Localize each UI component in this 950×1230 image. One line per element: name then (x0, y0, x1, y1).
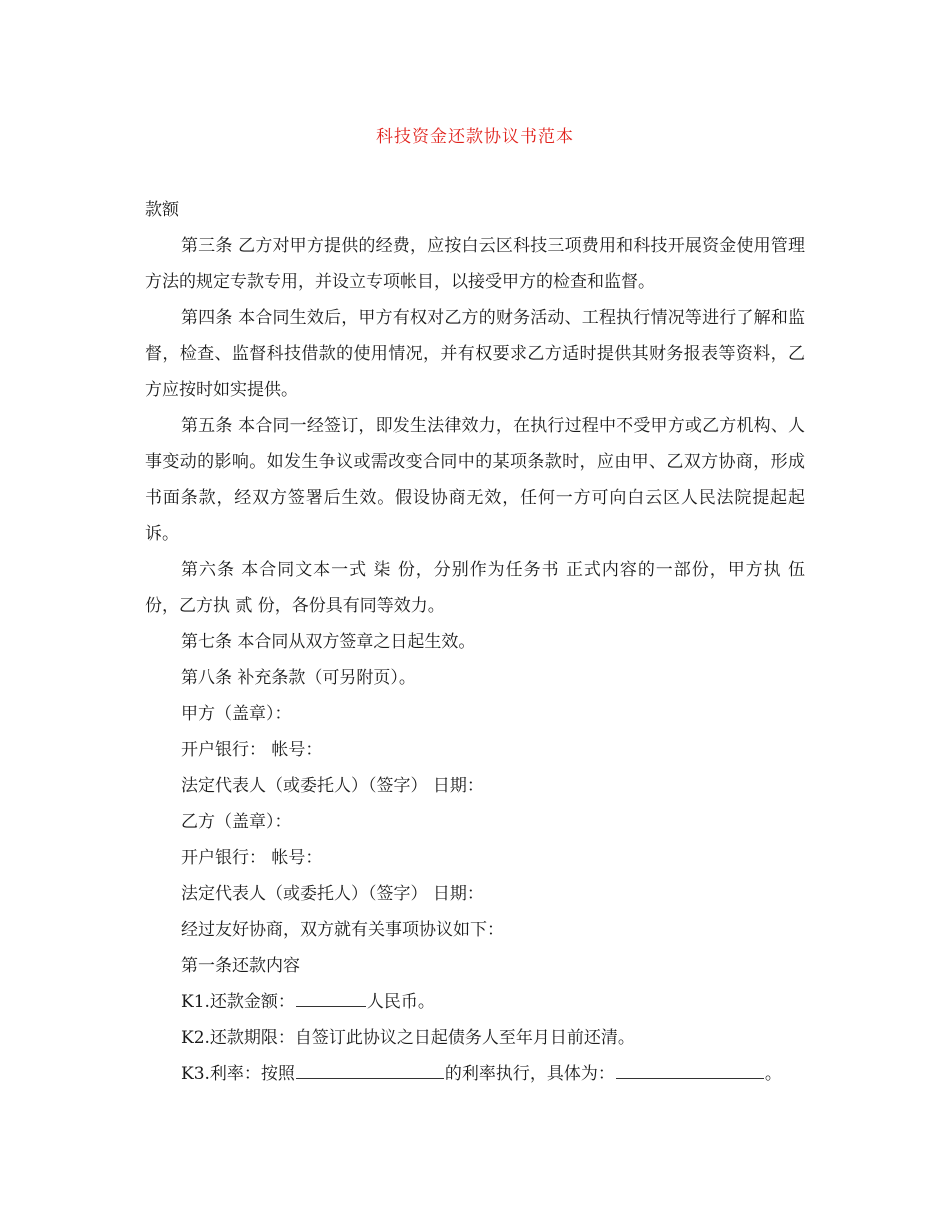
party-b-seal: 乙方（盖章）： (181, 812, 292, 832)
clause-k2: K2.还款期限：自签订此协议之日起债务人至年月日前还清。 (181, 1028, 635, 1048)
heading-fragment: 款额 (145, 200, 179, 220)
clause-k3 (145, 1056, 805, 1092)
article-4: 第四条 本合同生效后，甲方有权对乙方的财务活动、工程执行情况等进行了解和监督，检查、监督科技借款的使用情况，并有权要求乙方适时提供其财务报表等资料，乙方应按时如实提供。 (145, 308, 805, 400)
document-title: 科技资金还款协议书范本 (376, 127, 574, 147)
party-a-bank: 开户银行： 帐号： (181, 740, 323, 760)
party-b-bank: 开户银行： 帐号： (181, 848, 323, 868)
clause-k1 (145, 984, 805, 1020)
article-6: 第六条 本合同文本一式 柒 份，分别作为任务书 正式内容的一部份，甲方执 伍 份，乙方执 贰 份，各份具有同等效力。 (145, 560, 805, 616)
party-a-seal: 甲方（盖章）： (181, 704, 292, 724)
article-3: 第三条 乙方对甲方提供的经费，应按白云区科技三项费用和科技开展资金使用管理方法的规定专款专用，并设立专项帐目，以接受甲方的检查和监督。 (145, 236, 805, 292)
k3-label: K3.利率：按照 (181, 1064, 295, 1084)
rate-detail-blank[interactable] (616, 1060, 764, 1079)
k1-currency: 人民币。 (366, 992, 435, 1012)
article-8: 第八条 补充条款（可另附页）。 (181, 668, 416, 688)
k1-label: K1.还款金额： (181, 992, 295, 1012)
rate-basis-blank[interactable] (296, 1060, 444, 1079)
document-body (145, 192, 805, 1092)
clause-1-heading: 第一条还款内容 (181, 956, 300, 976)
party-b-representative: 法定代表人（或委托人）（签字） 日期： (181, 884, 484, 904)
article-5: 第五条 本合同一经签订，即发生法律效力，在执行过程中不受甲方或乙方机构、人事变动的影响。如发生争议或需改变合同中的某项条款时，应由甲、乙双方协商，形成书面条款，经双方签署后生效。假设协商无效，任何一方可向白云区人民法院提起起诉。 (145, 416, 805, 544)
negotiation-statement: 经过友好协商，双方就有关事项协议如下： (181, 920, 504, 940)
k3-end: 。 (764, 1064, 782, 1084)
article-7: 第七条 本合同从双方签章之日起生效。 (181, 632, 476, 652)
k3-middle: 的利率执行，具体为： (444, 1064, 615, 1084)
party-a-representative: 法定代表人（或委托人）（签字） 日期： (181, 776, 484, 796)
amount-blank[interactable] (296, 988, 366, 1007)
